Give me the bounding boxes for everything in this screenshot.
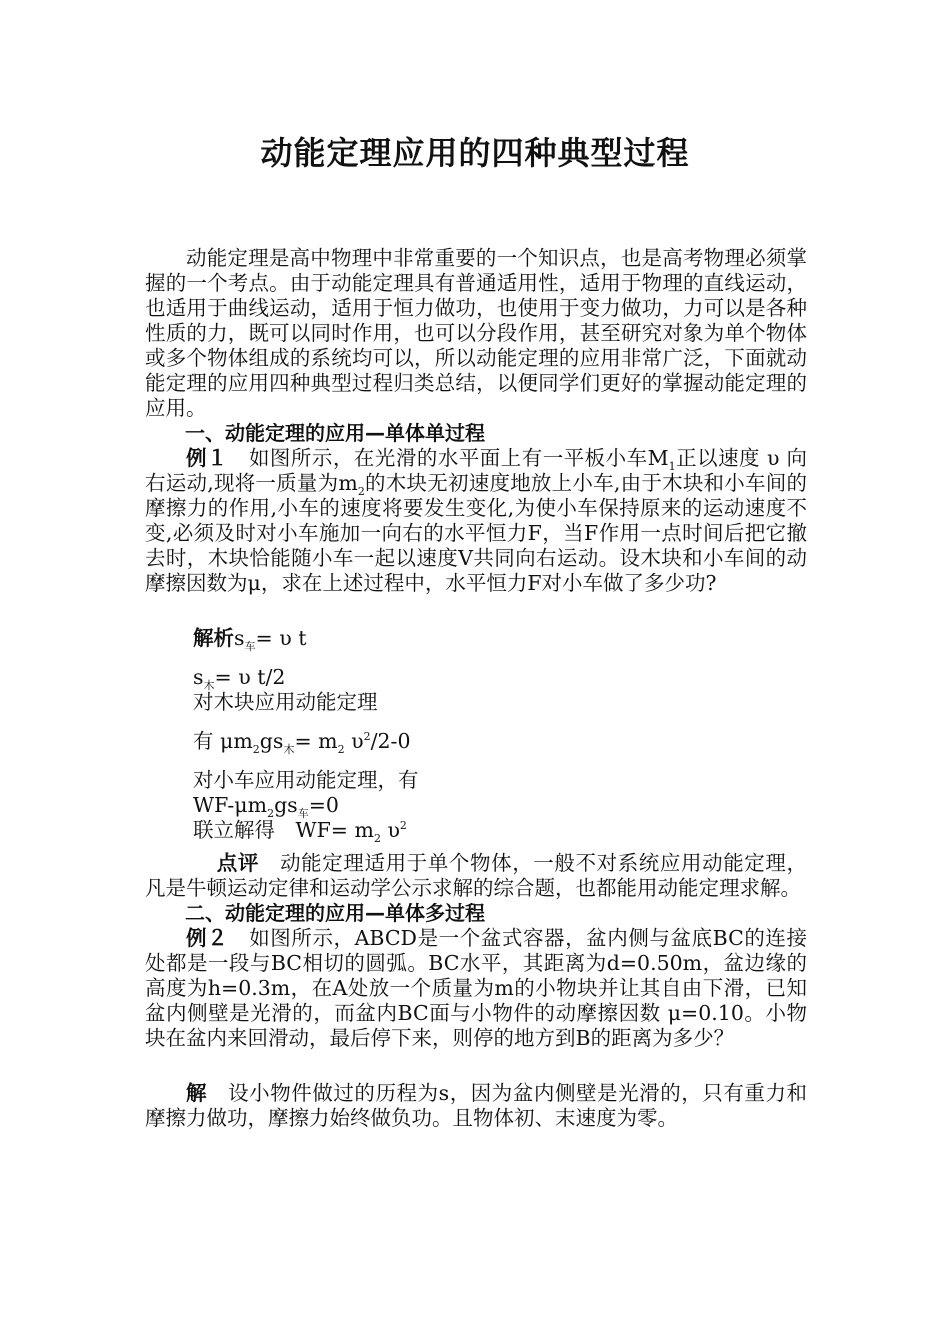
solution-line-2 (145, 665, 807, 693)
eq1-a: s (234, 626, 245, 650)
eq7-b: υ (380, 818, 400, 842)
example-2-text: 如图所示，ABCD是一个盆式容器，盆内侧与盆底BC的连接处都是一段与BC相切的圆弧。BC水平，其距离为d=0.50m，盆边缘的高度为h=0.3m，在A处放一个质量为m的小物块并让其自由下滑，已知盆内侧壁是光滑的，而盆内BC面与小物件的动摩擦因数 μ=0.10。小物块在盆内来回滑动，最后停下来，则停的地方到B的距离为多少？ (145, 926, 808, 1050)
eq7-sup: 2 (399, 819, 407, 833)
page-title: 动能定理应用的四种典型过程 (260, 134, 690, 172)
solution-line-1 (145, 626, 807, 654)
eq6-a: WF-μm (193, 793, 268, 817)
m1-subscript: 1 (668, 460, 676, 474)
example-1-label: 例１ (186, 446, 228, 470)
eq1-b: = υ t (255, 626, 307, 650)
eq1-sub: 车 (244, 640, 256, 654)
eq6-sub2: 车 (297, 807, 309, 821)
solution-line-7 (145, 818, 807, 846)
eq4-sup: 2 (363, 730, 371, 744)
solution-line-6 (145, 793, 807, 821)
eq4-c: = m (294, 729, 338, 753)
eq6-c: =0 (308, 793, 339, 817)
section-1-heading: 一、动能定理的应用—单体单过程 (185, 421, 485, 445)
m2-subscript: 2 (357, 485, 365, 499)
example-2-paragraph (145, 926, 807, 1051)
solution-line-3: 对木块应用动能定理 (193, 690, 378, 714)
example-1-paragraph (145, 446, 807, 596)
example-1-text-a: 如图所示，在光滑的水平面上有一平板小车M (227, 446, 669, 470)
eq6-b: gs (274, 793, 298, 817)
intro-paragraph: 动能定理是高中物理中非常重要的一个知识点，也是高考物理必须掌握的一个考点。由于动能定理具有普通适用性，适用于物理的直线运动，也适用于曲线运动，适用于恒力做功，也使用于变力做功，力可以是各种性质的力，既可以同时作用，也可以分段作用，甚至研究对象为单个物体或多个物体组成的系统均可以，所以动能定理的应用非常广泛，下面就动能定理的应用四种典型过程归类总结，以便同学们更好的掌握动能定理的应用。 (145, 246, 807, 420)
solution-2-label: 解 (186, 1081, 208, 1105)
eq4-sub2: 木 (283, 743, 295, 757)
eq4-sub1: 2 (252, 743, 260, 757)
solution-line-4 (145, 729, 807, 757)
eq7-sub: 2 (373, 832, 381, 846)
eq2-b: = υ t/2 (214, 665, 286, 689)
solution-2-text: 设小物件做过的历程为s，因为盆内侧壁是光滑的，只有重力和摩擦力做功，摩擦力始终做负功。且物体初、末速度为零。 (145, 1081, 807, 1130)
example-2-label: 例２ (186, 926, 229, 950)
comment-paragraph (145, 851, 807, 901)
eq2-a: s (193, 665, 204, 689)
eq4-sub3: 2 (337, 743, 345, 757)
document-body (145, 246, 807, 1131)
eq7-a: 联立解得 WF= m (193, 818, 374, 842)
eq4-d: υ (344, 729, 364, 753)
example-1-text-c: 的木块无初速度地放上小车,由于木块和小车间的摩擦力的作用,小车的速度将要发生变化,为使小车保持原来的运动速度不变,必须及时对小车施加一向右的水平恒力F，当F作用一点时间后把它撤去时，木块恰能随小车一起以速度V共同向右运动。设木块和小车间的动摩擦因数为μ，求在上述过程中，水平恒力F对小车做了多少功? (145, 471, 807, 595)
comment-text: 动能定理适用于单个物体，一般不对系统应用动能定理，凡是牛顿运动定律和运动学公示求解的综合题，也都能用动能定理求解。 (145, 851, 808, 900)
section-2-heading: 二、动能定理的应用—单体多过程 (185, 901, 485, 925)
solution-line-5: 对小车应用动能定理，有 (193, 768, 419, 792)
comment-label: 点评 (216, 851, 259, 875)
eq6-sub1: 2 (267, 807, 275, 821)
solution-2-paragraph (145, 1081, 807, 1131)
eq4-e: /2-0 (370, 729, 411, 753)
eq4-b: gs (259, 729, 284, 753)
eq2-sub: 木 (203, 679, 215, 693)
eq4-a: 有 μm (193, 729, 253, 753)
solution-label: 解析 (193, 626, 234, 650)
example-1-text-b: 正以速度 υ 向右运动,现将一质量为m (145, 446, 807, 495)
